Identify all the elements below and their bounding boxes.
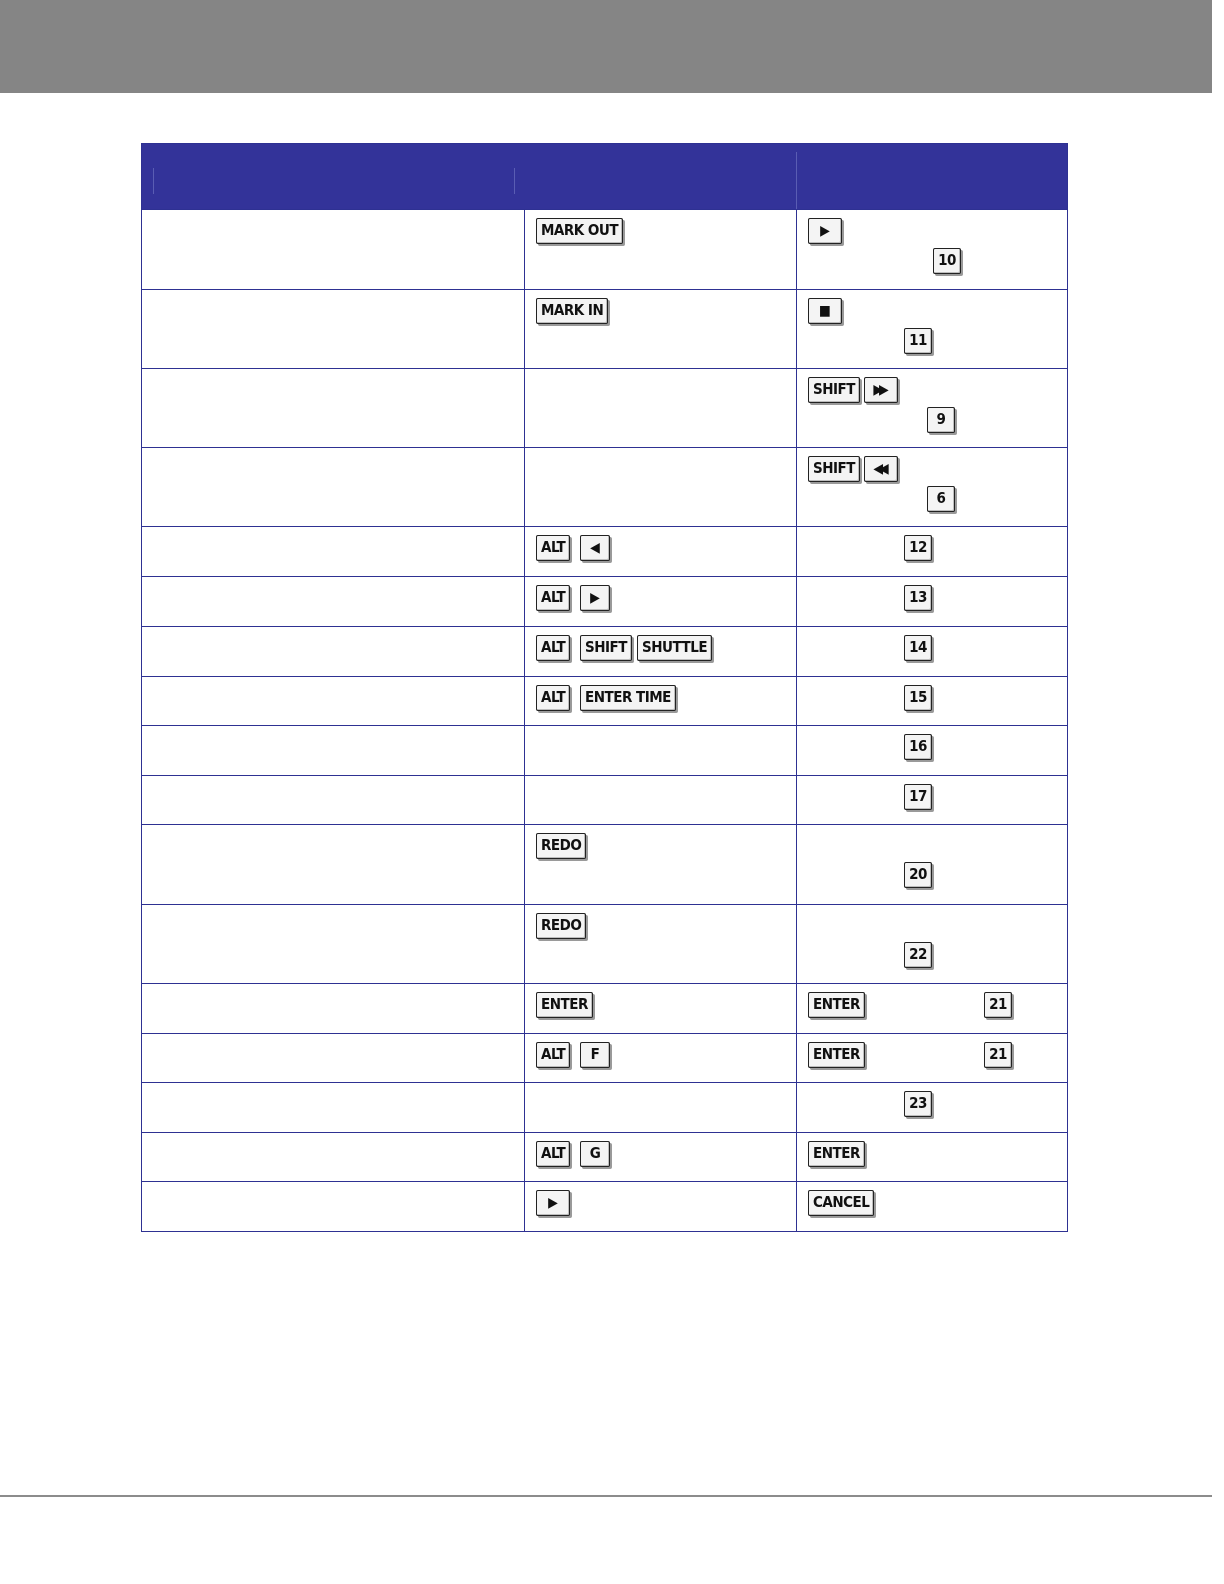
alt-key: ALT	[536, 635, 570, 661]
description-cell	[142, 369, 525, 447]
footer-rule	[0, 1495, 1212, 1497]
keyboard-cell	[525, 984, 797, 1033]
button-number-badge: 15	[904, 685, 932, 711]
controller-cell	[797, 1083, 1067, 1132]
button-number-badge: 6	[927, 486, 955, 512]
table-row	[142, 775, 1067, 824]
description-cell	[142, 984, 525, 1033]
keyboard-cell	[525, 448, 797, 526]
keyboard-cell	[525, 825, 797, 904]
controller-cell	[797, 527, 1067, 576]
table-row	[142, 1132, 1067, 1181]
button-number-badge: 10	[933, 248, 961, 274]
mark-in-key: MARK IN	[536, 298, 608, 324]
table-row	[142, 368, 1067, 447]
keyboard-cell	[525, 627, 797, 676]
controller-cell	[797, 1133, 1067, 1181]
keyboard-cell	[525, 1182, 797, 1231]
button-number-badge: 12	[904, 535, 932, 561]
shift-key: SHIFT	[808, 456, 860, 482]
play-key-icon: ▶	[536, 1190, 570, 1216]
description-cell	[142, 290, 525, 368]
enter-key: ENTER	[808, 1042, 865, 1068]
description-cell	[142, 210, 525, 289]
arrow-left-key-icon: ◀	[580, 535, 610, 561]
controller-cell	[797, 776, 1067, 824]
controller-cell	[797, 577, 1067, 626]
alt-key: ALT	[536, 535, 570, 561]
controller-cell	[797, 726, 1067, 775]
button-number-badge: 9	[927, 407, 955, 433]
table-row	[142, 824, 1067, 904]
button-number-badge: 20	[904, 862, 932, 888]
table-row	[142, 289, 1067, 368]
key-reference-table	[141, 143, 1068, 1232]
button-number-badge: 13	[904, 585, 932, 611]
controller-cell	[797, 825, 1067, 904]
alt-key: ALT	[536, 685, 570, 711]
keyboard-cell	[525, 905, 797, 983]
button-number-badge: 14	[904, 635, 932, 661]
keyboard-cell	[525, 1083, 797, 1132]
stop-key-icon: ■	[808, 298, 842, 324]
play-key-icon: ▶	[808, 218, 842, 244]
button-number-badge: 11	[904, 328, 932, 354]
description-cell	[142, 1034, 525, 1082]
button-number-badge: 16	[904, 734, 932, 760]
table-row	[142, 725, 1067, 775]
description-cell	[142, 726, 525, 775]
table-header	[142, 144, 1067, 209]
controller-cell	[797, 369, 1067, 447]
description-cell	[142, 527, 525, 576]
header-divider	[153, 168, 154, 194]
cancel-key: CANCEL	[808, 1190, 874, 1216]
description-cell	[142, 677, 525, 725]
mark-out-key: MARK OUT	[536, 218, 623, 244]
table-row	[142, 209, 1067, 289]
keyboard-cell	[525, 677, 797, 725]
header-band	[0, 0, 1212, 93]
header-divider	[514, 168, 515, 194]
table-row	[142, 526, 1067, 576]
description-cell	[142, 825, 525, 904]
description-cell	[142, 448, 525, 526]
table-row	[142, 983, 1067, 1033]
description-cell	[142, 776, 525, 824]
alt-key: ALT	[536, 1042, 570, 1068]
controller-cell	[797, 290, 1067, 368]
arrow-right-key-icon: ▶	[580, 585, 610, 611]
controller-cell	[797, 984, 1067, 1033]
description-cell	[142, 1182, 525, 1231]
keyboard-cell	[525, 290, 797, 368]
shuttle-key: SHUTTLE	[637, 635, 712, 661]
keyboard-cell	[525, 726, 797, 775]
controller-cell	[797, 448, 1067, 526]
button-number-badge: 23	[904, 1091, 932, 1117]
keyboard-cell	[525, 527, 797, 576]
table-row	[142, 676, 1067, 725]
controller-cell	[797, 677, 1067, 725]
button-number-badge: 21	[984, 992, 1012, 1018]
controller-cell	[797, 627, 1067, 676]
table-row	[142, 1082, 1067, 1132]
alt-key: ALT	[536, 585, 570, 611]
keyboard-cell	[525, 1034, 797, 1082]
header-divider	[796, 152, 797, 209]
description-cell	[142, 905, 525, 983]
shift-key: SHIFT	[808, 377, 860, 403]
keyboard-cell	[525, 577, 797, 626]
keyboard-cell	[525, 210, 797, 289]
fast-forward-key-icon: ▶▶	[864, 377, 898, 403]
enter-key: ENTER	[808, 992, 865, 1018]
description-cell	[142, 1133, 525, 1181]
table-row	[142, 904, 1067, 983]
f-key: F	[580, 1042, 610, 1068]
keyboard-cell	[525, 1133, 797, 1181]
button-number-badge: 21	[984, 1042, 1012, 1068]
table-row	[142, 626, 1067, 676]
table-row	[142, 1181, 1067, 1231]
table-row	[142, 447, 1067, 526]
alt-key: ALT	[536, 1141, 570, 1167]
rewind-key-icon: ◀◀	[864, 456, 898, 482]
controller-cell	[797, 1182, 1067, 1231]
description-cell	[142, 627, 525, 676]
button-number-badge: 22	[904, 942, 932, 968]
controller-cell	[797, 1034, 1067, 1082]
description-cell	[142, 1083, 525, 1132]
controller-cell	[797, 905, 1067, 983]
keyboard-cell	[525, 776, 797, 824]
button-number-badge: 17	[904, 784, 932, 810]
g-key: G	[580, 1141, 610, 1167]
enter-key: ENTER	[536, 992, 593, 1018]
enter-key: ENTER	[808, 1141, 865, 1167]
redo-key: REDO	[536, 833, 586, 859]
table-row	[142, 1033, 1067, 1082]
table-row	[142, 576, 1067, 626]
keyboard-cell	[525, 369, 797, 447]
controller-cell	[797, 210, 1067, 289]
shift-key: SHIFT	[580, 635, 632, 661]
description-cell	[142, 577, 525, 626]
enter-time-key: ENTER TIME	[580, 685, 676, 711]
redo-key: REDO	[536, 913, 586, 939]
